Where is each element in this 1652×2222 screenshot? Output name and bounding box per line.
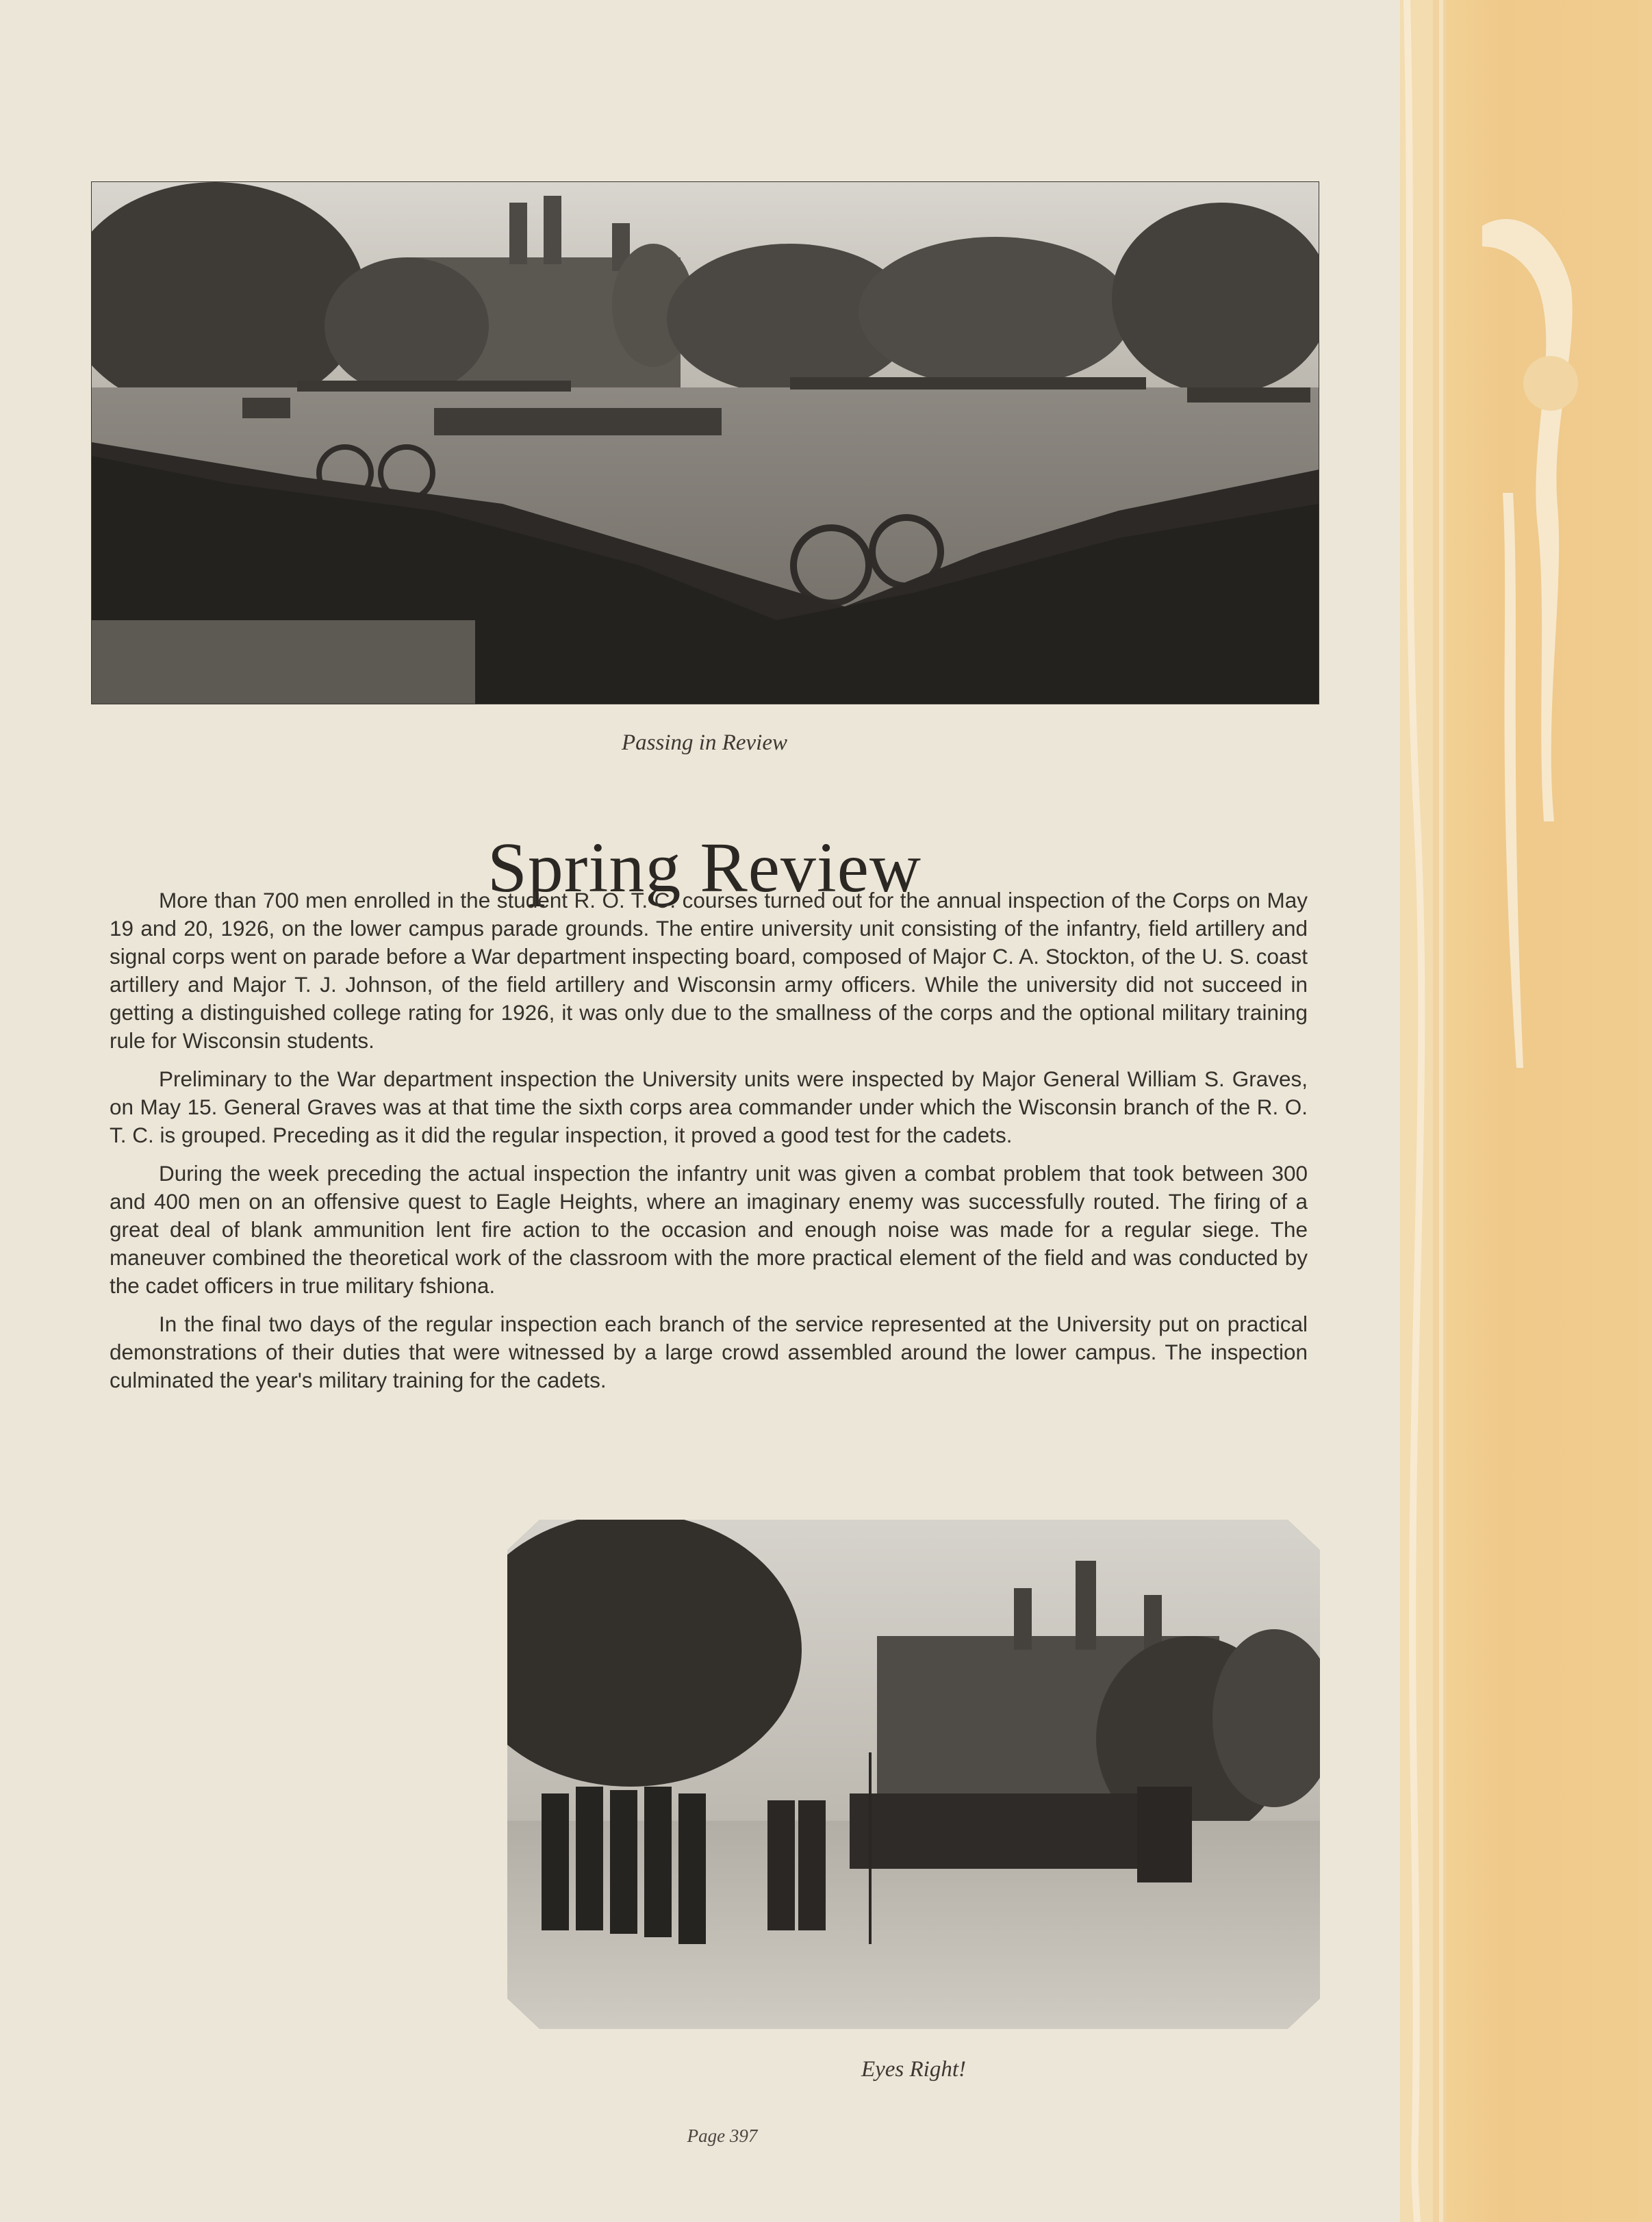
top-photo-caption: Passing in Review [622, 730, 787, 755]
ornament-icon [1400, 0, 1652, 2222]
article-paragraph: More than 700 men enrolled in the student R. O. T. C. courses turned out for the annual inspection of the Corps on May 19 and 20, 1926, on the lower campus parade grounds. The entire university unit consisting of the infantry, field artillery and signal corps went on parade before a War department inspecting board, composed of Major C. A. Stockton, of the U. S. coast artillery and Major T. J. Johnson, of the field artillery and Wisconsin army officers. While the university did not succeed in getting a distinguished college rating for 1926, it was only due to the smallness of the corps and the optional military training rule for Wisconsin students. [110, 888, 1308, 1053]
decorative-margin [1400, 0, 1652, 2222]
eyes-right-photo-image [507, 1520, 1320, 2029]
article-paragraph: During the week preceding the actual inspection the infantry unit was given a combat problem that took between 300 and 400 men on an offensive quest to Eagle Heights, where an imaginary enemy was successfully routed. The firing of a great deal of blank ammunition lent fire action to the occasion and enough noise was made for a regular siege. The maneuver combined the theoretical work of the classroom with the more practical element of the field and was conducted by the cadet officers in true military fshiona. [110, 1161, 1308, 1298]
bottom-photo-caption: Eyes Right! [861, 2057, 967, 2082]
parade-photo-image [92, 182, 1319, 704]
eyes-right-photo [507, 1520, 1320, 2029]
article-title: Spring Review [487, 828, 922, 907]
article-paragraph: In the final two days of the regular inspection each branch of the service represented at the University put on practical demonstrations of their duties that were witnessed by a large crowd assembled around the lower campus. The inspection culminated the year's military training for the cadets. [110, 1312, 1308, 1392]
parade-photo [91, 181, 1319, 704]
article-body [110, 886, 1308, 1405]
article-paragraph: Preliminary to the War department inspection the University units were inspected by Major General William S. Graves, on May 15. General Graves was at that time the sixth corps area commander under which the Wisconsin branch of the R. O. T. C. is grouped. Preceding as it did the regular inspection, it proved a good test for the cadets. [110, 1067, 1308, 1147]
page-number: Page 397 [687, 2125, 758, 2146]
